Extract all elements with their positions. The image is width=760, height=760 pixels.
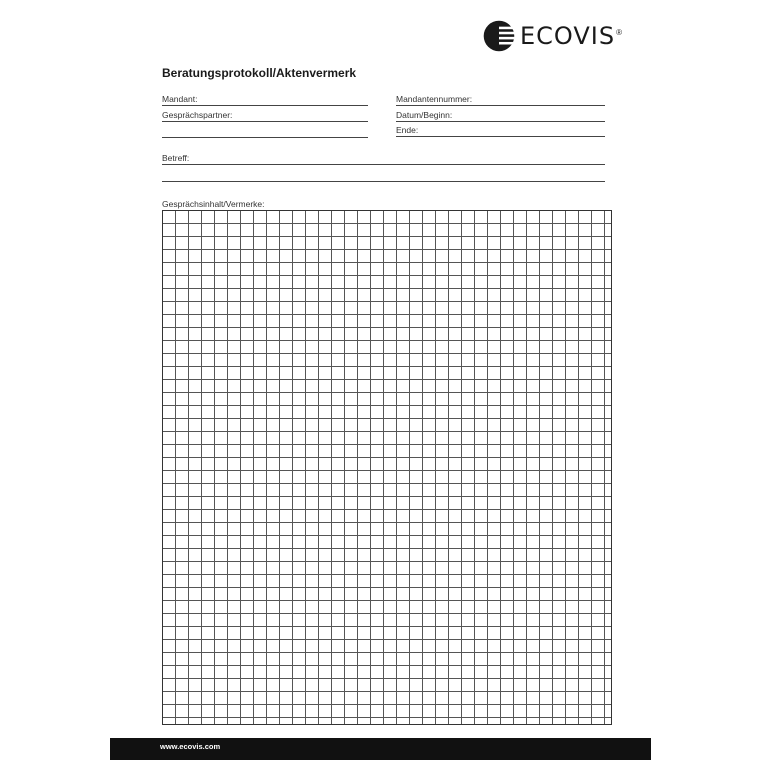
ecovis-logo [482,18,622,54]
field-ende-label: Ende: [396,125,419,135]
field-mandant[interactable] [162,93,368,106]
field-gespraechspartner[interactable] [162,109,368,122]
ecovis-logo-icon [482,19,516,53]
field-gespraechspartner-line2[interactable] [162,136,368,138]
form-title: Beratungsprotokoll/Aktenvermerk [162,66,357,80]
field-ende[interactable] [396,124,605,137]
content-label: Gesprächsinhalt/Vermerke: [162,199,265,209]
registered-mark: ® [616,27,622,37]
footer-bar [110,738,651,760]
field-mandantennummer[interactable] [396,93,605,106]
field-mandant-label: Mandant: [162,94,198,104]
field-datum-beginn-label: Datum/Beginn: [396,110,453,120]
notes-grid-area[interactable] [162,210,612,725]
field-betreff[interactable] [162,152,605,165]
field-betreff-label: Betreff: [162,153,190,163]
footer-url: www.ecovis.com [160,742,221,751]
field-betreff-line2[interactable] [162,180,605,182]
field-datum-beginn[interactable] [396,109,605,122]
logo-wordmark: ECOVIS [519,22,616,50]
field-gespraechspartner-label: Gesprächspartner: [162,110,233,120]
field-mandantennummer-label: Mandantennummer: [396,94,473,104]
